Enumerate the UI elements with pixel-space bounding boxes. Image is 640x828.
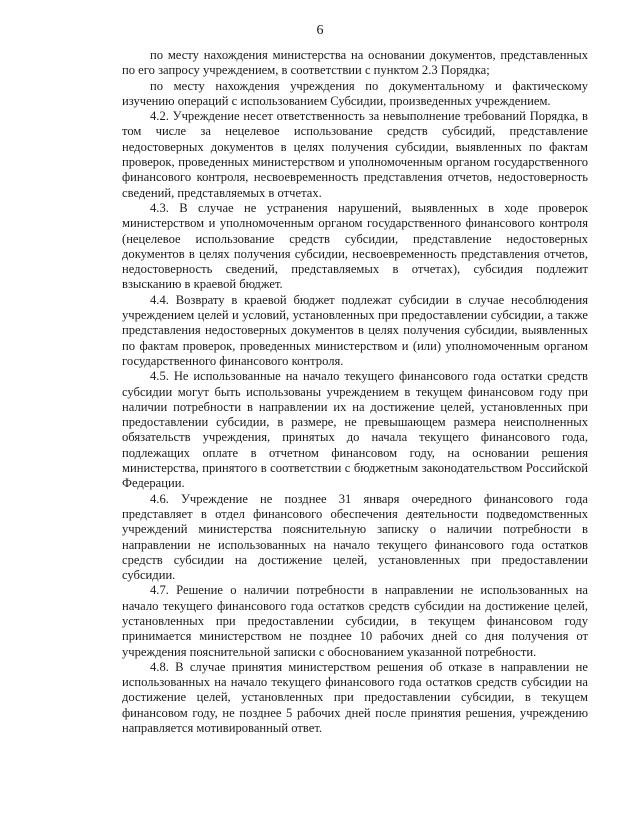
paragraph-4-4: 4.4. Возврату в краевой бюджет подлежат субсидии в случае несоблюдения учреждением целей и условий, установленных при предоставлении субсидии, а также представления недостоверных документов в целях получения субсидии, выявленных по фактам проверок, проведенных министерством и (или) уполномоченным органом государственного финансового контроля.	[122, 292, 588, 368]
paragraph-4-7: 4.7. Решение о наличии потребности в направлении не использованных на начало текущего финансового года остатков средств субсидии на достижение целей, установленных при предоставлении субсидии, в текущем финансовом году принимается министерством не позднее 10 рабочих дней со дня получения от учреждения пояснительной записки с обоснованием указанной потребности.	[122, 583, 588, 659]
paragraph-4-2: 4.2. Учреждение несет ответственность за невыполнение требований Порядка, в том числе за нецелевое использование средств субсидий, представление недостоверных документов в целях получения субсидии, выявленных по фактам проверок, проведенных министерством и уполномоченным органом государственного финансового контроля, несвоевременность представления отчетов, недостоверность сведений, представляемых в отчетах.	[122, 109, 588, 200]
page-number: 6	[316, 23, 324, 38]
paragraph-inspection-institution: по месту нахождения учреждения по документальному и фактическому изучению операций с использованием Субсидии, произведенных учреждением.	[122, 78, 588, 108]
paragraph-4-5: 4.5. Не использованные на начало текущего финансового года остатки средств субсидии могут быть использованы учреждением в текущем финансовом году при наличии потребности в направлении их на достижение целей, установленных при предоставлении субсидии, в размере, не превышающем размера неисполненных обязательств учреждения, принятых до начала текущего финансового года, подлежащих оплате в отчетном финансовом году, на основании решения министерства, принятого в соответствии с бюджетным законодательством Российской Федерации.	[122, 369, 588, 491]
paragraph-4-8: 4.8. В случае принятия министерством решения об отказе в направлении не использованных на начало текущего финансового года остатков средств субсидии на достижение целей, установленных при предоставлении субсидии, в текущем финансовом году, не позднее 5 рабочих дней после принятия решения, учреждению направляется мотивированный ответ.	[122, 659, 588, 736]
paragraph-4-3: 4.3. В случае не устранения нарушений, выявленных в ходе проверок министерством и уполномоченным органом государственного финансового контроля (нецелевое использование средств субсидии, представление недостоверных документов в целях получения субсидии, несвоевременность представления отчетов, недостоверность сведений, представляемых в отчетах), субсидия подлежит взысканию в краевой бюджет.	[122, 200, 588, 292]
paragraph-4-6: 4.6. Учреждение не позднее 31 января очередного финансового года представляет в отдел финансового обеспечения деятельности подведомственных учреждений министерства пояснительную записку о наличии потребности в направлении не использованных на начало текущего финансового года остатков средств субсидии на достижение целей, установленных при предоставлении субсидии.	[122, 491, 588, 583]
document-body	[122, 48, 588, 736]
paragraph-inspection-ministry: по месту нахождения министерства на основании документов, представленных по его запросу учреждением, в соответствии с пунктом 2.3 Порядка;	[122, 48, 588, 78]
